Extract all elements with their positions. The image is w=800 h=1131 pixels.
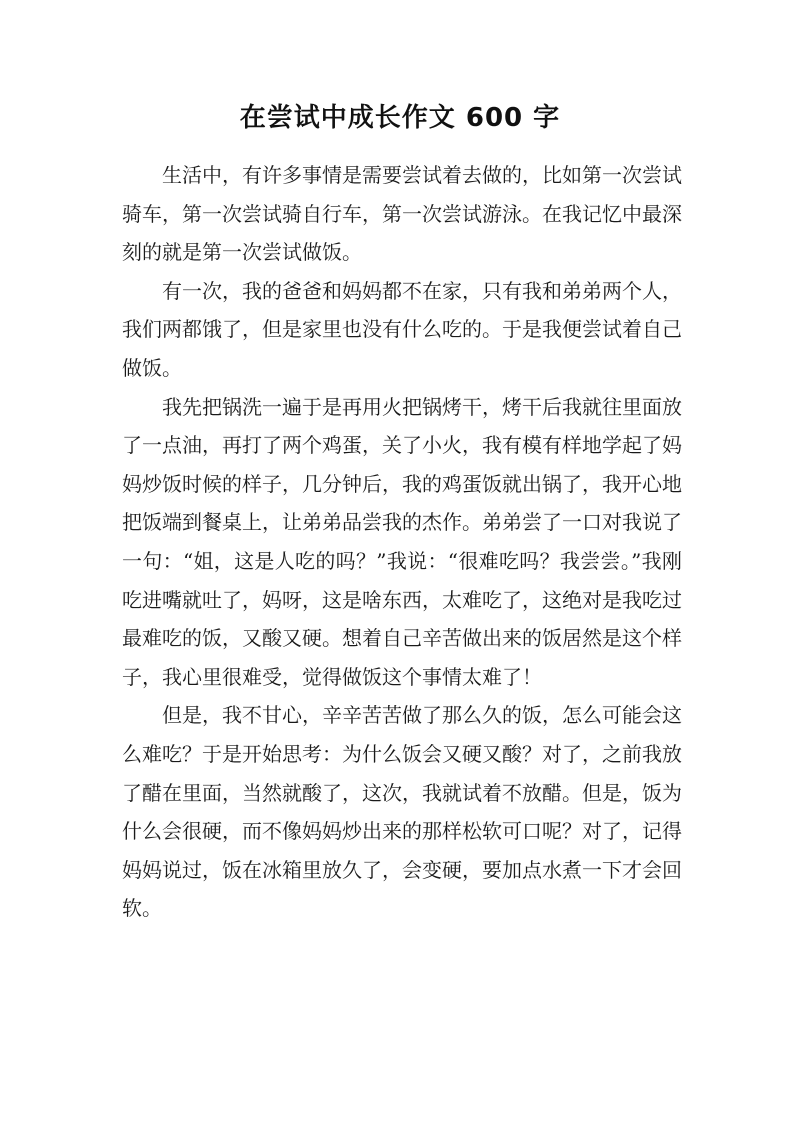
essay-body xyxy=(122,156,682,928)
page-title: 在尝试中成长作文 600 字 xyxy=(239,103,561,133)
paragraph-1: 生活中，有许多事情是需要尝试着去做的，比如第一次尝试骑车，第一次尝试骑自行车，第一次尝试游泳。在我记忆中最深刻的就是第一次尝试做饭。 xyxy=(122,163,682,265)
paragraph-2: 有一次，我的爸爸和妈妈都不在家，只有我和弟弟两个人，我们两都饿了，但是家里也没有什么吃的。于是我便尝试着自己做饭。 xyxy=(122,278,682,380)
paragraph-4: 但是，我不甘心，辛辛苦苦做了那么久的饭，怎么可能会这么难吃？于是开始思考：为什么饭会又硬又酸？对了，之前我放了醋在里面，当然就酸了，这次，我就试着不放醋。但是，饭为什么会很硬，而不像妈妈炒出来的那样松软可口呢？对了，记得妈妈说过，饭在冰箱里放久了，会变硬，要加点水煮一下才会回软。 xyxy=(122,703,682,921)
paragraph-3: 我先把锅洗一遍于是再用火把锅烤干，烤干后我就往里面放了一点油，再打了两个鸡蛋，关了小火，我有模有样地学起了妈妈炒饭时候的样子，几分钟后，我的鸡蛋饭就出锅了，我开心地把饭端到餐桌上，让弟弟品尝我的杰作。弟弟尝了一口对我说了一句：“姐，这是人吃的吗？”我说：“很难吃吗？我尝尝。”我刚吃进嘴就吐了，妈呀，这是啥东西，太难吃了，这绝对是我吃过最难吃的饭，又酸又硬。想着自己辛苦做出来的饭居然是这个样子，我心里很难受，觉得做饭这个事情太难了！ xyxy=(122,394,682,689)
